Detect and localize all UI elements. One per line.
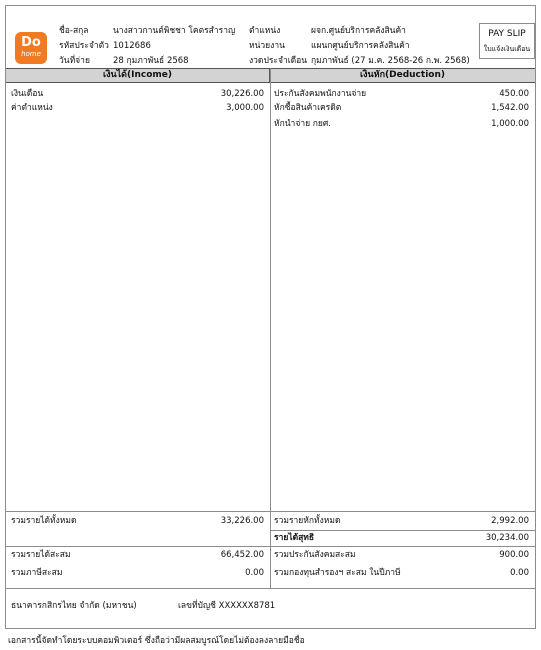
unit-value: แผนกศูนย์บริการคลังสินค้า (311, 41, 410, 51)
accum-tax-label: รวมภาษีสะสม (11, 568, 63, 578)
income-item-value: 30,226.00 (220, 89, 264, 99)
position-label: ตำแหน่ง (249, 26, 281, 36)
period-value: กุมภาพันธ์ (27 ม.ค. 2568-26 ก.พ. 2568) (311, 56, 470, 66)
column-divider (270, 68, 271, 588)
payslip-title-box (479, 23, 535, 59)
company-logo: Do home (15, 32, 47, 64)
income-item-value: 3,000.00 (226, 103, 264, 113)
deduction-item-label: ประกันสังคมพนักงานจ่าย (274, 89, 367, 99)
accum-income-label: รวมรายได้สะสม (11, 550, 71, 560)
bank-name: ธนาคารกสิกรไทย จำกัด (มหาชน) (11, 601, 137, 611)
deduction-item-value: 1,542.00 (491, 103, 529, 113)
net-income-value: 30,234.00 (485, 533, 529, 543)
position-value: ผจก.ศูนย์บริการคลังสินค้า (311, 26, 406, 36)
bank-account: เลขที่บัญชี XXXXXX8781 (178, 601, 276, 611)
accum-income-value: 66,452.00 (220, 550, 264, 560)
accum-sso-label: รวมประกันสังคมสะสม (274, 550, 356, 560)
bank-divider (6, 588, 535, 589)
employee-id-value: 1012686 (113, 41, 151, 51)
income-item-label: เงินเดือน (11, 89, 44, 99)
deduction-item-label: หักนำจ่าย กยศ. (274, 119, 331, 129)
name-value: นางสาวกานต์พิชชา โคตรสำราญ (113, 26, 236, 36)
income-header: เงินได้(Income) (6, 68, 270, 83)
deduction-item-label: หักซื้อสินค้าเครดิต (274, 103, 342, 113)
total-income-value: 33,226.00 (220, 516, 264, 526)
payslip-header (6, 6, 535, 68)
accum-fund-value: 0.00 (510, 568, 529, 578)
deduction-item-value: 450.00 (499, 89, 529, 99)
income-item-label: ค่าตำแหน่ง (11, 103, 53, 113)
period-label: งวดประจำเดือน (249, 56, 308, 66)
net-income-label: รายได้สุทธิ (274, 533, 315, 543)
footnote: เอกสารนี้จัดทำโดยระบบคอมพิวเตอร์ ซึ่งถือว่ามีผลสมบูรณ์โดยไม่ต้องลงลายมือชื่อ (8, 636, 305, 646)
unit-label: หน่วยงาน (249, 41, 285, 51)
payslip-document (5, 5, 536, 629)
deduction-header: เงินหัก(Deduction) (270, 68, 535, 83)
employee-id-label: รหัสประจำตัว (59, 41, 109, 51)
name-label: ชื่อ-สกุล (59, 26, 89, 36)
total-deduction-label: รวมรายหักทั้งหมด (274, 516, 341, 526)
paydate-value: 28 กุมภาพันธ์ 2568 (113, 56, 189, 66)
payslip-title: PAY SLIP (488, 29, 526, 39)
accum-fund-label: รวมกองทุนสำรองฯ สะสม ในปีภาษี (274, 568, 401, 578)
deduction-item-value: 1,000.00 (491, 119, 529, 129)
payslip-subtitle: ใบแจ้งเงินเดือน (483, 45, 531, 53)
accum-divider (6, 546, 535, 547)
paydate-label: วันที่จ่าย (59, 56, 90, 66)
net-divider (270, 530, 535, 531)
totals-divider (6, 511, 535, 512)
accum-sso-value: 900.00 (499, 550, 529, 560)
total-income-label: รวมรายได้ทั้งหมด (11, 516, 77, 526)
total-deduction-value: 2,992.00 (491, 516, 529, 526)
accum-tax-value: 0.00 (245, 568, 264, 578)
